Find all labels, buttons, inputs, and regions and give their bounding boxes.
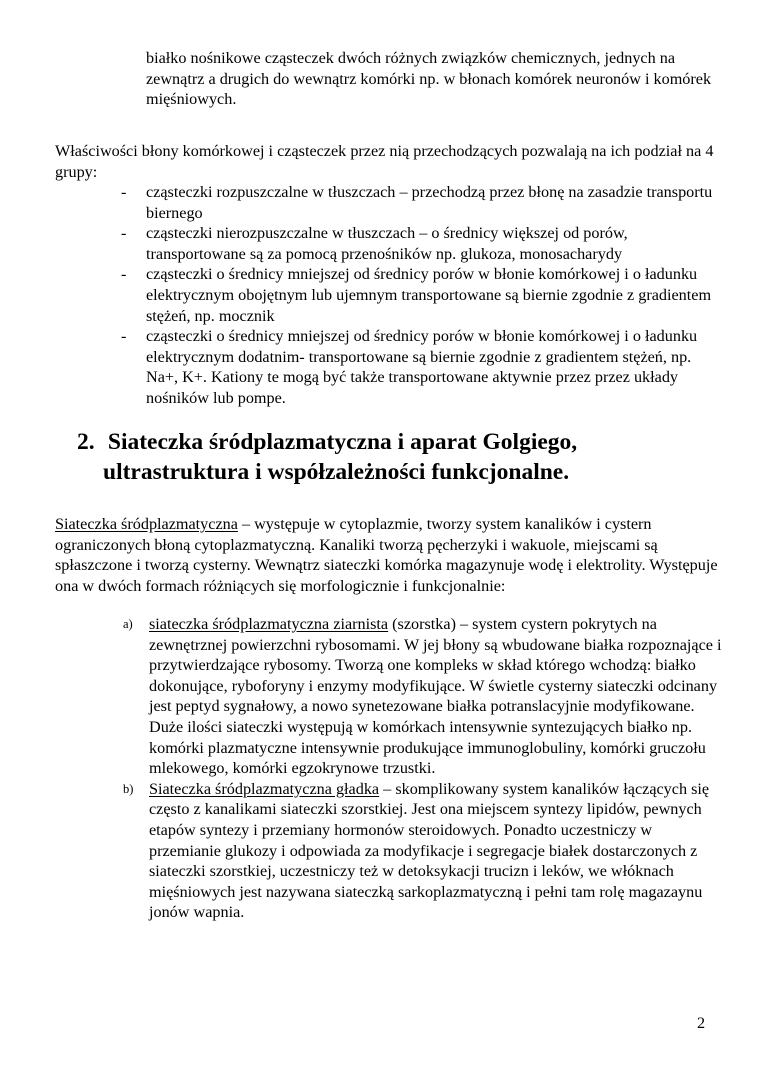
section-title-line2: ultrastruktura i współzależności funkcjonalne. xyxy=(103,459,570,485)
dash-bullet: - xyxy=(121,183,127,201)
form-term: Siateczka śródplazmatyczna gładka xyxy=(149,779,380,798)
form-term: siateczka śródplazmatyczna ziarnista xyxy=(149,615,389,633)
list-item xyxy=(55,182,727,223)
list-marker: a) xyxy=(123,617,133,631)
groups-list xyxy=(55,182,727,409)
list-item xyxy=(55,779,727,923)
dash-bullet: - xyxy=(121,327,127,346)
form-text: – skomplikowany system kanalików łączących się często z kanalikami siateczki szorstkiej. Jest ona miejscem syntezy lipidów, pewnych etapów syntezy i przemiany hormonów steroidowych. Ponadto uczestniczy w przemianie glukozy i odpowiada za modyfikacje i segregacje białek dostarczonych z siateczki szorstkiej, uczestniczy też w detoksykacji trucizn i leków, we włóknach mięśniowych jest nazywana siateczką sarkoplazmatyczną i pełni tam rolę magazaynu jonów wapnia. xyxy=(149,779,710,922)
section-number: 2. xyxy=(77,429,95,455)
list-item-text: cząsteczki nierozpuszczalne w tłuszczach – o średnicy większej od porów, transportowane są za pomocą przenośników np. glukoza, monosacharydy xyxy=(146,224,628,263)
list-item-text: cząsteczki rozpuszczalne w tłuszczach – przechodzą przez błonę na zasadzie transportu biernego xyxy=(146,183,713,222)
form-text: (szorstka) – system cystern pokrytych na zewnętrznej powierzchni rybosomami. W jej błony są wbudowane białka rozpoznające i przytwierdzające rybosomy. Tworzą one kompleks w skład którego wchodzą: białko dokonujące, ryboforyny i enzymy modyfikujące. W świetle cysterny siateczki odcinany jest peptyd sygnałowy, a nowo synetezowane białka potranslacyjnie modyfikowane. Duże ilości siateczki występują w komórkach intensywnie syntezujących białko np. komórki plazmatyczne intensywnie produkujące immunoglobuliny, komórki gruczołu mlekowego, komórki egzokrynowe trzustki. xyxy=(149,615,722,778)
list-item xyxy=(55,264,727,326)
dash-bullet: - xyxy=(121,265,127,284)
er-paragraph xyxy=(55,514,725,596)
intro-continuation-paragraph: białko nośnikowe cząsteczek dwóch różnych związków chemicznych, jednych na zewnątrz a drugich do wewnątrz komórki np. w błonach komórek neuronów i komórek mięśniowych. xyxy=(146,49,712,109)
list-item-text: cząsteczki o średnicy mniejszej od średnicy porów w błonie komórkowej i o ładunku elektrycznym obojętnym lub ujemnym transportowane są biernie zgodnie z gradientem stężeń, np. mocznik xyxy=(146,265,712,325)
er-forms-list xyxy=(55,614,727,923)
section-title-line1: Siateczka śródplazmatyczna i aparat Golgiego, xyxy=(107,429,578,455)
list-item xyxy=(55,614,727,779)
er-text: – występuje w cytoplazmie, tworzy system kanalików i cystern ograniczonych błoną cytoplazmatyczną. Kanaliki tworzą pęcherzyki i wakuole, miejscami są spłaszczone i tworzą cysterny. Wewnątrz siateczki komórka magazynuje wodę i elektrolity. Występuje ona w dwóch formach różniących się morfologicznie i funkcjonalnie: xyxy=(55,515,718,595)
list-item-text: cząsteczki o średnicy mniejszej od średnicy porów w błonie komórkowej i o ładunku elektrycznym dodatnim- transportowane są biernie zgodnie z gradientem stężeń, np. Na+, K+. Kationy te mogą być także transportowane aktywnie przez przez układy nośników lub pompe. xyxy=(146,327,698,407)
list-item xyxy=(55,223,727,264)
list-item xyxy=(55,326,727,408)
groups-intro-paragraph: Właściwości błony komórkowej i cząsteczek przez nią przechodzących pozwalają na ich podział na 4 grupy: xyxy=(55,142,714,181)
er-term: Siateczka śródplazmatyczna xyxy=(55,515,238,533)
dash-bullet: - xyxy=(121,224,127,243)
page-number: 2 xyxy=(697,1014,706,1032)
section-heading xyxy=(77,427,737,487)
list-marker: b) xyxy=(123,781,134,796)
